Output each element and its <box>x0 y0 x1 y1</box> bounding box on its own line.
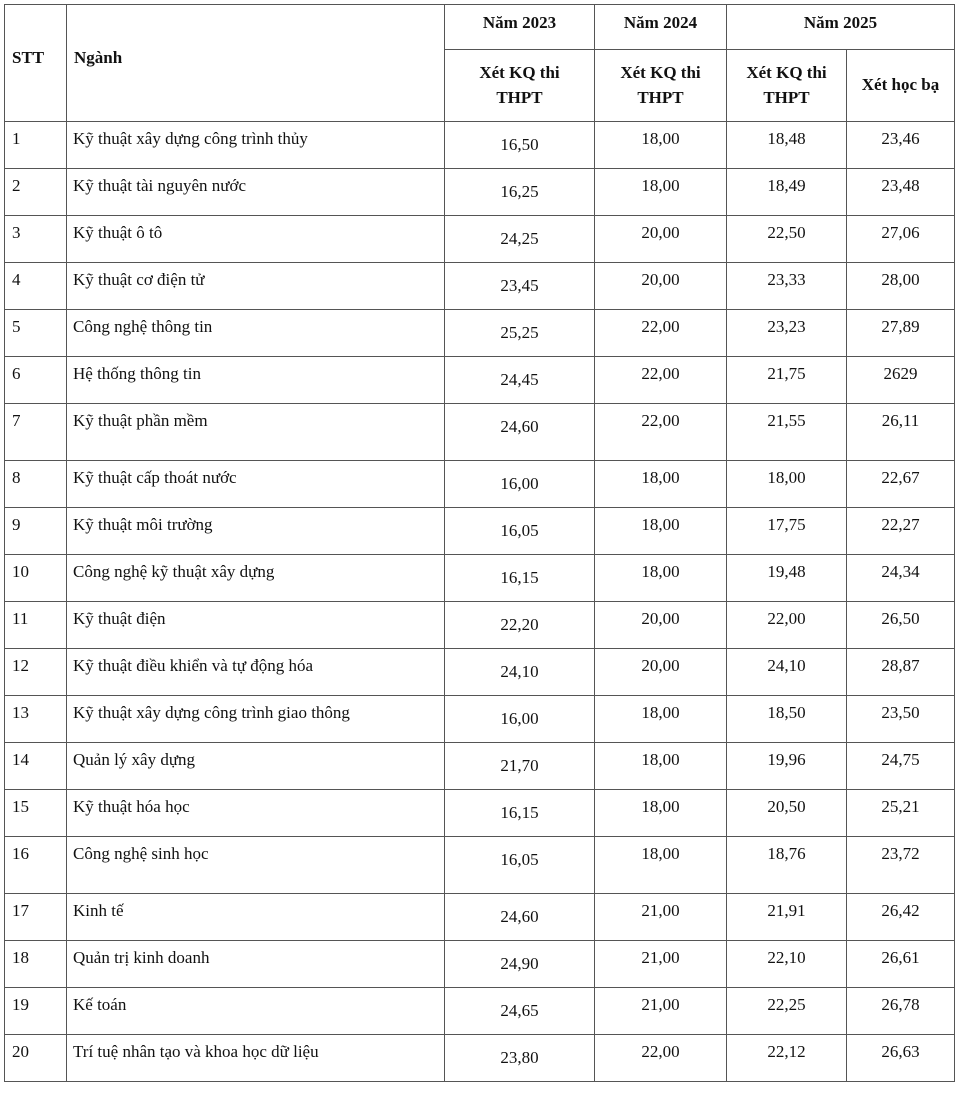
row-score-2024-thpt: 18,00 <box>595 461 727 508</box>
row-score-2024-thpt: 20,00 <box>595 216 727 263</box>
row-score-2025-thpt: 23,33 <box>727 263 847 310</box>
row-major-name: Kỹ thuật ô tô <box>67 216 445 263</box>
table-row <box>5 649 955 696</box>
row-major-name: Trí tuệ nhân tạo và khoa học dữ liệu <box>67 1035 445 1082</box>
row-score-2024-thpt: 18,00 <box>595 696 727 743</box>
row-score-2024-thpt: 18,00 <box>595 508 727 555</box>
row-score-2025-hocba: 23,48 <box>847 169 955 216</box>
row-score-2025-thpt: 18,76 <box>727 837 847 894</box>
row-stt: 10 <box>5 555 67 602</box>
row-stt: 2 <box>5 169 67 216</box>
row-score-2025-thpt: 19,96 <box>727 743 847 790</box>
header-year-2025: Năm 2025 <box>727 5 955 50</box>
row-stt: 6 <box>5 357 67 404</box>
row-score-2023-thpt: 16,50 <box>445 122 595 169</box>
row-score-2023-thpt: 24,65 <box>445 988 595 1035</box>
row-major-name: Kỹ thuật cơ điện tử <box>67 263 445 310</box>
row-score-2024-thpt: 18,00 <box>595 122 727 169</box>
row-score-2025-hocba: 23,72 <box>847 837 955 894</box>
row-major-name: Kỹ thuật môi trường <box>67 508 445 555</box>
row-score-2025-thpt: 22,25 <box>727 988 847 1035</box>
table-row <box>5 169 955 216</box>
header-2025-hocba: Xét học bạ <box>847 50 955 122</box>
row-stt: 5 <box>5 310 67 357</box>
row-score-2023-thpt: 16,05 <box>445 837 595 894</box>
row-score-2025-thpt: 22,00 <box>727 602 847 649</box>
row-stt: 19 <box>5 988 67 1035</box>
table-row <box>5 941 955 988</box>
row-stt: 16 <box>5 837 67 894</box>
table-row <box>5 216 955 263</box>
table-row <box>5 508 955 555</box>
row-score-2025-hocba: 26,50 <box>847 602 955 649</box>
table-row <box>5 894 955 941</box>
row-score-2025-thpt: 18,50 <box>727 696 847 743</box>
row-major-name: Kỹ thuật điện <box>67 602 445 649</box>
row-score-2025-thpt: 17,75 <box>727 508 847 555</box>
row-score-2023-thpt: 24,60 <box>445 894 595 941</box>
row-score-2025-hocba: 28,87 <box>847 649 955 696</box>
row-score-2024-thpt: 20,00 <box>595 649 727 696</box>
header-year-2023: Năm 2023 <box>445 5 595 50</box>
row-score-2023-thpt: 16,25 <box>445 169 595 216</box>
row-score-2025-thpt: 19,48 <box>727 555 847 602</box>
row-score-2025-thpt: 22,12 <box>727 1035 847 1082</box>
row-stt: 4 <box>5 263 67 310</box>
table-row <box>5 404 955 461</box>
row-score-2025-hocba: 23,50 <box>847 696 955 743</box>
row-major-name: Quản lý xây dựng <box>67 743 445 790</box>
header-2025-thpt <box>727 50 847 122</box>
row-score-2025-thpt: 23,23 <box>727 310 847 357</box>
row-stt: 12 <box>5 649 67 696</box>
row-stt: 17 <box>5 894 67 941</box>
row-score-2025-thpt: 22,10 <box>727 941 847 988</box>
row-major-name: Kỹ thuật xây dựng công trình giao thông <box>67 696 445 743</box>
row-score-2025-hocba: 26,42 <box>847 894 955 941</box>
row-stt: 1 <box>5 122 67 169</box>
row-score-2025-hocba: 25,21 <box>847 790 955 837</box>
row-score-2023-thpt: 25,25 <box>445 310 595 357</box>
row-major-name: Kỹ thuật tài nguyên nước <box>67 169 445 216</box>
header-thpt-line1: Xét KQ thi <box>746 63 827 82</box>
row-score-2025-thpt: 20,50 <box>727 790 847 837</box>
row-score-2024-thpt: 20,00 <box>595 602 727 649</box>
table-row <box>5 461 955 508</box>
row-score-2025-hocba: 22,67 <box>847 461 955 508</box>
row-stt: 7 <box>5 404 67 461</box>
row-major-name: Kinh tế <box>67 894 445 941</box>
row-score-2025-hocba: 23,46 <box>847 122 955 169</box>
row-score-2023-thpt: 24,45 <box>445 357 595 404</box>
header-2023-thpt <box>445 50 595 122</box>
row-major-name: Công nghệ kỹ thuật xây dựng <box>67 555 445 602</box>
header-2024-thpt <box>595 50 727 122</box>
table-row <box>5 988 955 1035</box>
row-stt: 8 <box>5 461 67 508</box>
row-major-name: Kỹ thuật xây dựng công trình thủy <box>67 122 445 169</box>
row-major-name: Kỹ thuật điều khiển và tự động hóa <box>67 649 445 696</box>
row-stt: 3 <box>5 216 67 263</box>
row-major-name: Kỹ thuật hóa học <box>67 790 445 837</box>
row-score-2023-thpt: 16,00 <box>445 461 595 508</box>
row-score-2025-hocba: 26,63 <box>847 1035 955 1082</box>
row-score-2023-thpt: 23,45 <box>445 263 595 310</box>
row-score-2024-thpt: 18,00 <box>595 790 727 837</box>
row-stt: 20 <box>5 1035 67 1082</box>
table-row <box>5 743 955 790</box>
row-stt: 9 <box>5 508 67 555</box>
row-score-2025-thpt: 18,48 <box>727 122 847 169</box>
table-row <box>5 310 955 357</box>
table-row <box>5 602 955 649</box>
header-thpt-line2: THPT <box>637 88 684 107</box>
row-major-name: Kỹ thuật cấp thoát nước <box>67 461 445 508</box>
header-thpt-line2: THPT <box>496 88 543 107</box>
row-stt: 18 <box>5 941 67 988</box>
header-thpt-line1: Xét KQ thi <box>620 63 701 82</box>
row-score-2025-thpt: 18,49 <box>727 169 847 216</box>
row-score-2023-thpt: 24,60 <box>445 404 595 461</box>
row-score-2024-thpt: 18,00 <box>595 743 727 790</box>
row-score-2025-hocba: 22,27 <box>847 508 955 555</box>
row-score-2024-thpt: 21,00 <box>595 988 727 1035</box>
row-score-2023-thpt: 24,90 <box>445 941 595 988</box>
table-row <box>5 555 955 602</box>
row-score-2024-thpt: 18,00 <box>595 837 727 894</box>
row-score-2023-thpt: 22,20 <box>445 602 595 649</box>
table-row <box>5 357 955 404</box>
table-row <box>5 1035 955 1082</box>
header-stt: STT <box>5 5 67 122</box>
row-score-2025-hocba: 24,75 <box>847 743 955 790</box>
row-major-name: Quản trị kinh doanh <box>67 941 445 988</box>
row-score-2024-thpt: 22,00 <box>595 404 727 461</box>
admission-score-table <box>4 4 955 1082</box>
row-score-2023-thpt: 16,15 <box>445 790 595 837</box>
row-score-2025-hocba: 27,89 <box>847 310 955 357</box>
row-score-2025-thpt: 18,00 <box>727 461 847 508</box>
table-row <box>5 696 955 743</box>
row-score-2025-thpt: 21,91 <box>727 894 847 941</box>
row-score-2025-thpt: 21,75 <box>727 357 847 404</box>
row-score-2025-hocba: 27,06 <box>847 216 955 263</box>
row-score-2024-thpt: 22,00 <box>595 357 727 404</box>
row-score-2025-hocba: 2629 <box>847 357 955 404</box>
row-score-2025-hocba: 24,34 <box>847 555 955 602</box>
row-stt: 14 <box>5 743 67 790</box>
row-score-2023-thpt: 23,80 <box>445 1035 595 1082</box>
row-score-2024-thpt: 18,00 <box>595 169 727 216</box>
header-year-2024: Năm 2024 <box>595 5 727 50</box>
row-score-2023-thpt: 24,10 <box>445 649 595 696</box>
row-major-name: Kỹ thuật phần mềm <box>67 404 445 461</box>
table-row <box>5 122 955 169</box>
header-row-years <box>5 5 955 50</box>
row-score-2023-thpt: 16,00 <box>445 696 595 743</box>
header-thpt-line1: Xét KQ thi <box>479 63 560 82</box>
row-major-name: Công nghệ sinh học <box>67 837 445 894</box>
row-score-2025-hocba: 26,61 <box>847 941 955 988</box>
row-score-2024-thpt: 21,00 <box>595 894 727 941</box>
row-stt: 15 <box>5 790 67 837</box>
header-nganh: Ngành <box>67 5 445 122</box>
table-body <box>5 122 955 1082</box>
row-score-2023-thpt: 24,25 <box>445 216 595 263</box>
row-score-2024-thpt: 18,00 <box>595 555 727 602</box>
row-score-2024-thpt: 21,00 <box>595 941 727 988</box>
row-major-name: Hệ thống thông tin <box>67 357 445 404</box>
row-score-2024-thpt: 22,00 <box>595 310 727 357</box>
table-row <box>5 263 955 310</box>
header-thpt-line2: THPT <box>763 88 810 107</box>
table-row <box>5 837 955 894</box>
row-major-name: Công nghệ thông tin <box>67 310 445 357</box>
row-score-2025-hocba: 26,78 <box>847 988 955 1035</box>
row-score-2024-thpt: 20,00 <box>595 263 727 310</box>
row-score-2025-thpt: 24,10 <box>727 649 847 696</box>
row-major-name: Kế toán <box>67 988 445 1035</box>
row-score-2025-hocba: 28,00 <box>847 263 955 310</box>
row-score-2024-thpt: 22,00 <box>595 1035 727 1082</box>
row-score-2025-thpt: 22,50 <box>727 216 847 263</box>
row-score-2025-thpt: 21,55 <box>727 404 847 461</box>
table-row <box>5 790 955 837</box>
row-score-2023-thpt: 16,05 <box>445 508 595 555</box>
row-stt: 11 <box>5 602 67 649</box>
row-score-2023-thpt: 16,15 <box>445 555 595 602</box>
row-stt: 13 <box>5 696 67 743</box>
row-score-2023-thpt: 21,70 <box>445 743 595 790</box>
row-score-2025-hocba: 26,11 <box>847 404 955 461</box>
